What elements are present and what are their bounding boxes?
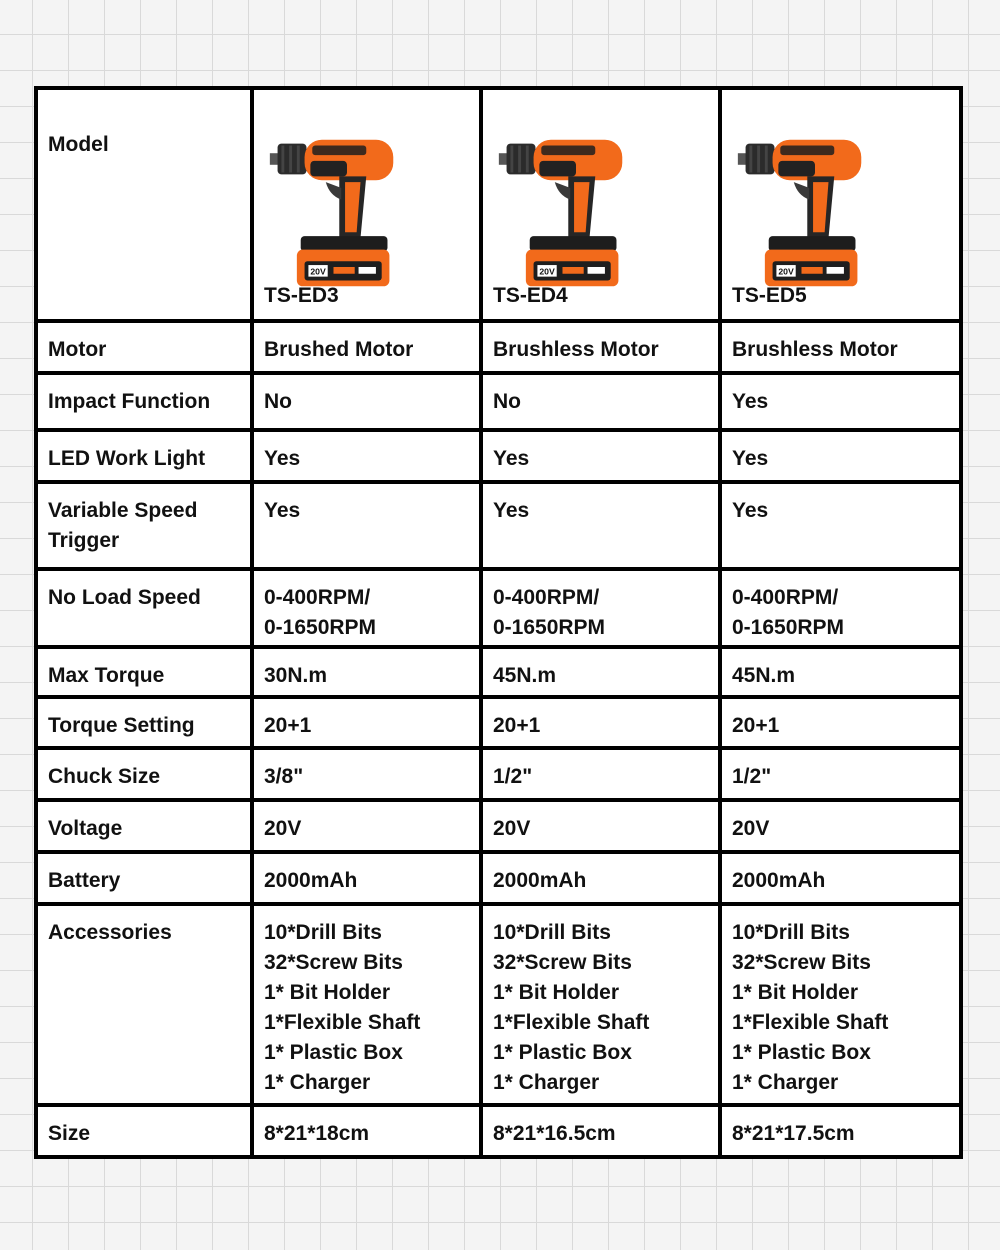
model-name: TS-ED5 xyxy=(732,284,807,307)
model-cell-ts-ed3 xyxy=(254,90,479,319)
spec-value: 2000mAh xyxy=(722,854,959,902)
spec-value: Yes xyxy=(483,484,718,567)
row-label: LED Work Light xyxy=(38,432,250,480)
row-label: Impact Function xyxy=(38,375,250,428)
spec-value: 0-400RPM/ 0-1650RPM xyxy=(722,571,959,645)
drill-image xyxy=(495,102,630,277)
spec-value: No xyxy=(254,375,479,428)
spec-value: 3/8" xyxy=(254,750,479,798)
spec-value: 1/2" xyxy=(722,750,959,798)
spec-value: 20+1 xyxy=(722,699,959,746)
battery-label: 20V xyxy=(310,266,326,277)
spec-value: 10*Drill Bits 32*Screw Bits 1* Bit Holder 1*Flexible Shaft 1* Plastic Box 1* Charger xyxy=(254,906,479,1103)
model-name: TS-ED4 xyxy=(493,284,568,307)
spec-value: Brushless Motor xyxy=(722,323,959,371)
spec-value: 1/2" xyxy=(483,750,718,798)
header-label-cell xyxy=(38,90,250,319)
model-cell-ts-ed4 xyxy=(483,90,718,319)
row-label: Accessories xyxy=(38,906,250,1103)
spec-value: 10*Drill Bits 32*Screw Bits 1* Bit Holder 1*Flexible Shaft 1* Plastic Box 1* Charger xyxy=(722,906,959,1103)
spec-value: 20+1 xyxy=(483,699,718,746)
spec-value: 10*Drill Bits 32*Screw Bits 1* Bit Holder 1*Flexible Shaft 1* Plastic Box 1* Charger xyxy=(483,906,718,1103)
battery-label: 20V xyxy=(539,266,555,277)
spec-value: 20V xyxy=(483,802,718,850)
drill-image xyxy=(266,102,401,277)
row-label: Variable Speed Trigger xyxy=(38,484,250,567)
spec-value: 2000mAh xyxy=(254,854,479,902)
row-label: Torque Setting xyxy=(38,699,250,746)
spec-value: Yes xyxy=(722,375,959,428)
spec-value: 30N.m xyxy=(254,649,479,695)
model-name: TS-ED3 xyxy=(264,284,339,307)
row-label: Battery xyxy=(38,854,250,902)
spec-value: 20V xyxy=(722,802,959,850)
spec-value: 45N.m xyxy=(483,649,718,695)
spec-value: 0-400RPM/ 0-1650RPM xyxy=(254,571,479,645)
row-label: Motor xyxy=(38,323,250,371)
spec-value: 8*21*16.5cm xyxy=(483,1107,718,1155)
spec-value: 2000mAh xyxy=(483,854,718,902)
battery-label: 20V xyxy=(778,266,794,277)
spec-value: 8*21*17.5cm xyxy=(722,1107,959,1155)
spec-value: Yes xyxy=(254,484,479,567)
model-header-label: Model xyxy=(48,133,109,156)
row-label: Size xyxy=(38,1107,250,1155)
spec-value: 45N.m xyxy=(722,649,959,695)
spec-value: 0-400RPM/ 0-1650RPM xyxy=(483,571,718,645)
row-label: Max Torque xyxy=(38,649,250,695)
spec-value: 8*21*18cm xyxy=(254,1107,479,1155)
row-label: Voltage xyxy=(38,802,250,850)
spec-value: Brushless Motor xyxy=(483,323,718,371)
row-label: Chuck Size xyxy=(38,750,250,798)
spec-comparison-table xyxy=(34,86,963,1159)
spec-value: Yes xyxy=(722,484,959,567)
spec-value: 20V xyxy=(254,802,479,850)
spec-value: Yes xyxy=(722,432,959,480)
spec-value: No xyxy=(483,375,718,428)
row-label: No Load Speed xyxy=(38,571,250,645)
model-cell-ts-ed5 xyxy=(722,90,959,319)
spec-value: 20+1 xyxy=(254,699,479,746)
spec-value: Yes xyxy=(254,432,479,480)
spec-value: Yes xyxy=(483,432,718,480)
spec-value: Brushed Motor xyxy=(254,323,479,371)
drill-image xyxy=(734,102,869,277)
